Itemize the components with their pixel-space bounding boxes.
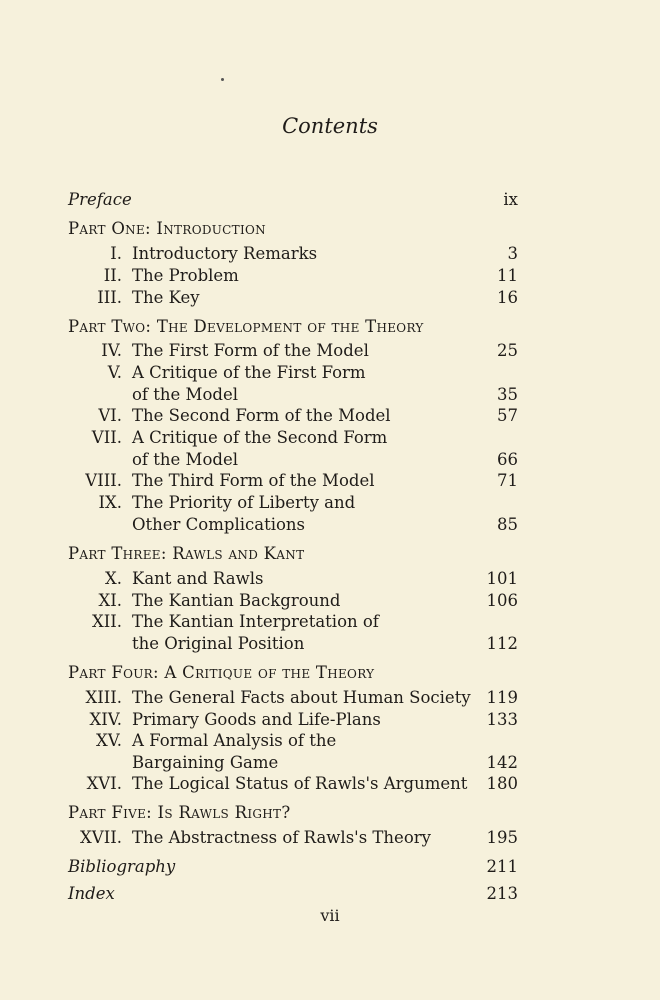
toc-entry-index[interactable] (68, 883, 518, 905)
toc-page: 11 (497, 266, 518, 285)
toc-entry[interactable] (68, 470, 518, 492)
toc-page: 66 (497, 450, 518, 469)
page-title: Contents (282, 114, 378, 138)
toc-page: 16 (497, 288, 518, 307)
toc-entry[interactable] (68, 427, 518, 449)
toc-page: ix (503, 190, 518, 209)
toc-entry[interactable] (68, 265, 518, 287)
chapter-number: XVII. (80, 828, 122, 847)
toc-page: 142 (486, 753, 518, 772)
toc-entry-continuation[interactable] (68, 752, 518, 774)
chapter-number: XV. (95, 731, 122, 750)
chapter-title: The Priority of Liberty and (132, 493, 356, 512)
toc-page: 3 (507, 244, 518, 263)
toc-entry[interactable] (68, 709, 518, 731)
toc-entry[interactable] (68, 405, 518, 427)
toc-entry-continuation[interactable] (68, 633, 518, 655)
chapter-title: The General Facts about Human Society (132, 688, 471, 707)
chapter-title: The Kantian Background (132, 591, 341, 610)
part-one-heading (68, 218, 518, 240)
chapter-number: XIII. (85, 688, 122, 707)
toc-entry-bibliography[interactable] (68, 856, 518, 878)
chapter-number: VIII. (85, 471, 122, 490)
part-three-heading (68, 543, 518, 565)
part-two-heading (68, 316, 518, 338)
chapter-title: The Kantian Interpretation of (132, 612, 379, 631)
part-heading-label: Part Five: Is Rawls Right? (68, 803, 291, 822)
toc-page: 57 (497, 406, 518, 425)
toc-label: Bibliography (68, 857, 176, 876)
chapter-number: IX. (98, 493, 122, 512)
part-heading-label: Part Three: Rawls and Kant (68, 544, 305, 563)
part-heading-label: Part Two: The Development of the Theory (68, 317, 424, 336)
toc-entry-continuation[interactable] (68, 384, 518, 406)
chapter-title: Kant and Rawls (132, 569, 264, 588)
toc-page: 180 (486, 774, 518, 793)
chapter-title: The First Form of the Model (132, 341, 369, 360)
toc-page: 119 (486, 688, 518, 707)
toc-entry-continuation[interactable] (68, 449, 518, 471)
chapter-title: A Critique of the First Form (132, 363, 366, 382)
chapter-number: XII. (91, 612, 122, 631)
toc-entry[interactable] (68, 611, 518, 633)
chapter-title: The Abstractness of Rawls's Theory (132, 828, 431, 847)
part-heading-label: Part Four: A Critique of the Theory (68, 663, 375, 682)
chapter-number: III. (97, 288, 122, 307)
chapter-title-continued: the Original Position (132, 634, 305, 653)
page-speck (221, 78, 224, 81)
chapter-title-continued: Other Complications (132, 515, 306, 534)
toc-page: 101 (486, 569, 518, 588)
chapter-number: II. (103, 266, 122, 285)
chapter-number: I. (110, 244, 122, 263)
chapter-title: The Second Form of the Model (132, 406, 391, 425)
toc-label: Preface (68, 190, 132, 209)
toc-page: 112 (486, 634, 518, 653)
chapter-title: The Key (132, 288, 200, 307)
chapter-title-continued: of the Model (132, 450, 238, 469)
toc-entry-preface[interactable] (68, 189, 518, 211)
chapter-number: IV. (101, 341, 122, 360)
toc-page: 35 (497, 385, 518, 404)
part-four-heading (68, 662, 518, 684)
toc-page: 213 (486, 884, 518, 903)
toc-entry[interactable] (68, 243, 518, 265)
toc-entry[interactable] (68, 287, 518, 309)
chapter-title: Primary Goods and Life-Plans (132, 710, 381, 729)
chapter-number: XVI. (86, 774, 122, 793)
toc-page: 106 (486, 591, 518, 610)
toc-entry[interactable] (68, 568, 518, 590)
chapter-number: VII. (91, 428, 122, 447)
chapter-number: XIV. (89, 710, 122, 729)
toc-page: 211 (486, 857, 518, 876)
toc-page: 85 (497, 515, 518, 534)
toc-entry[interactable] (68, 730, 518, 752)
toc-entry[interactable] (68, 773, 518, 795)
toc-page: 71 (497, 471, 518, 490)
toc-entry[interactable] (68, 340, 518, 362)
chapter-title: The Logical Status of Rawls's Argument (132, 774, 468, 793)
chapter-title: The Third Form of the Model (132, 471, 375, 490)
page-number: vii (320, 906, 340, 925)
toc-page: 25 (497, 341, 518, 360)
chapter-title: Introductory Remarks (132, 244, 318, 263)
toc-page: 195 (486, 828, 518, 847)
chapter-title: The Problem (132, 266, 239, 285)
chapter-title-continued: of the Model (132, 385, 238, 404)
chapter-number: VI. (98, 406, 122, 425)
toc-label: Index (68, 884, 115, 903)
chapter-title: A Formal Analysis of the (132, 731, 337, 750)
toc-page: 133 (486, 710, 518, 729)
chapter-number: XI. (98, 591, 122, 610)
toc-entry[interactable] (68, 362, 518, 384)
toc-entry[interactable] (68, 492, 518, 514)
chapter-title-continued: Bargaining Game (132, 753, 279, 772)
toc-entry-continuation[interactable] (68, 514, 518, 536)
chapter-number: V. (107, 363, 122, 382)
part-heading-label: Part One: Introduction (68, 219, 266, 238)
toc-entry[interactable] (68, 590, 518, 612)
chapter-number: X. (105, 569, 122, 588)
chapter-title: A Critique of the Second Form (132, 428, 388, 447)
toc-entry[interactable] (68, 687, 518, 709)
toc-entry[interactable] (68, 827, 518, 849)
part-five-heading (68, 802, 518, 824)
